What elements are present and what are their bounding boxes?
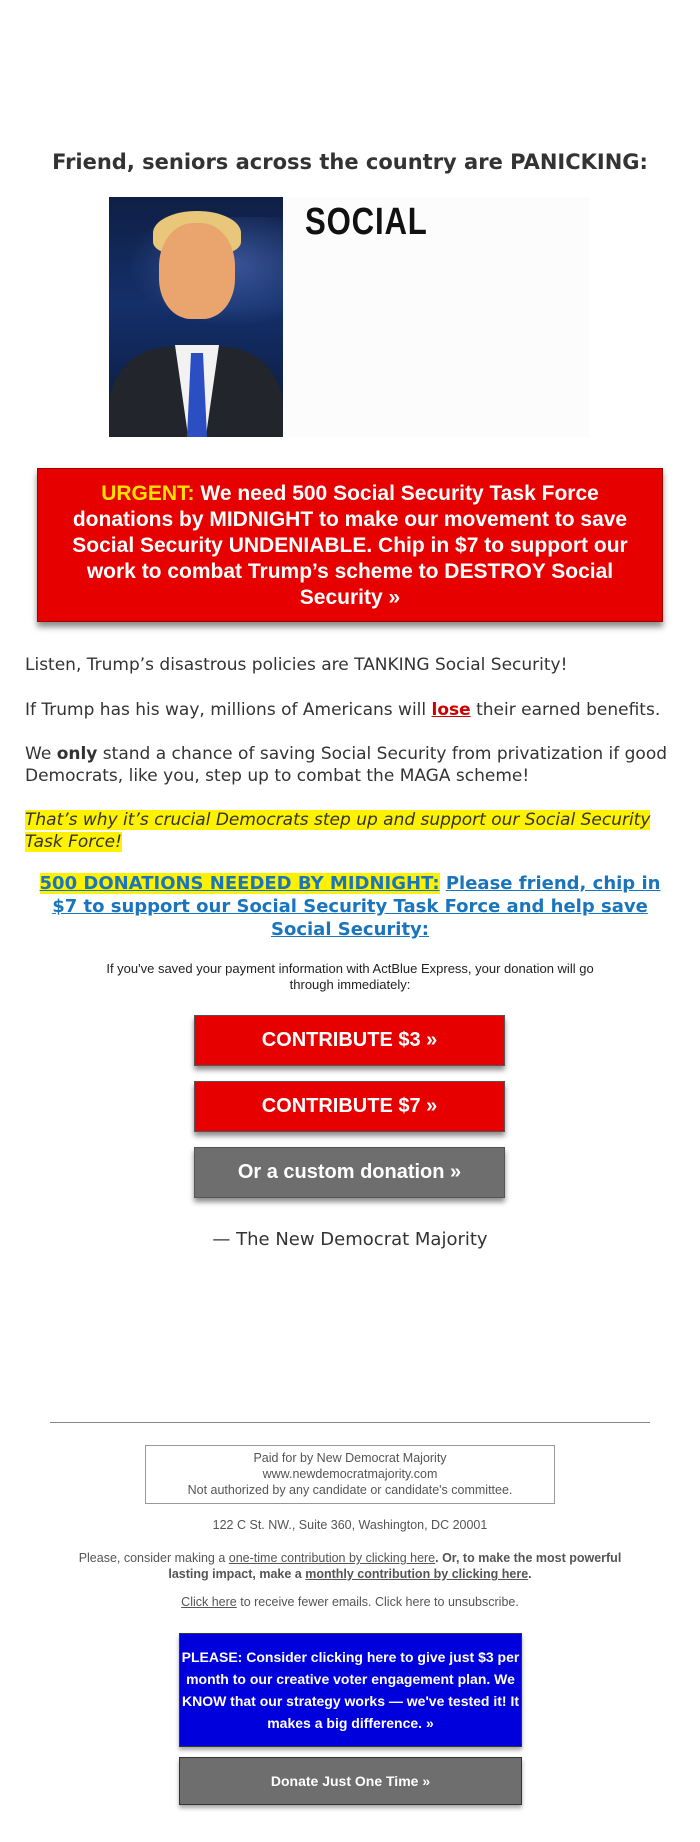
email-preferences [0, 1595, 700, 1609]
unsubscribe-text[interactable]: to receive fewer emails. Click here to unsubscribe. [240, 1595, 519, 1609]
lose-emphasis: lose [431, 700, 471, 720]
contribute-3-button[interactable]: CONTRIBUTE $3 » [194, 1015, 505, 1066]
mailing-address: 122 C St. NW., Suite 360, Washington, DC 20001 [212, 1518, 488, 1532]
monthly-contribution-link[interactable]: monthly contribution by clicking here [305, 1567, 529, 1581]
paid-for-line: Paid for by New Democrat Majority [253, 1451, 447, 1465]
urgent-text: We need 500 Social Security Task Force donations by MIDNIGHT to make our movement to save Social Security UNDENIABLE. Chip in $7 to support our work to combat Trump’s scheme to DESTROY Social Security » [72, 482, 628, 609]
consider-text-1: Please, consider making a [78, 1551, 226, 1565]
contribution-options [70, 1550, 630, 1582]
body-paragraph-2 [25, 699, 675, 721]
body-paragraph-1: Listen, Trump’s disastrous policies are TANKING Social Security! [25, 655, 568, 675]
p2-after: their earned benefits. [476, 700, 661, 720]
contribute-7-button[interactable]: CONTRIBUTE $7 » [194, 1081, 505, 1132]
p3-after: stand a chance of saving Social Security from privatization if good Democrats, like you, step up to combat the MAGA scheme! [25, 744, 668, 786]
urgent-prefix: URGENT: [101, 482, 195, 505]
only-emphasis: only [56, 744, 98, 764]
monthly-donation-button[interactable]: PLEASE: Consider clicking here to give just $3 per month to our creative voter engagement plan. We KNOW that our strategy works — we've tested it! It makes a big difference. » [179, 1633, 522, 1747]
custom-donation-button[interactable]: Or a custom donation » [194, 1147, 505, 1198]
not-authorized-line: Not authorized by any candidate or candidate's committee. [187, 1483, 513, 1497]
body-paragraph-4 [25, 809, 675, 853]
headline: Friend, seniors across the country are PANICKING: [52, 150, 648, 174]
chip-in-link[interactable]: Please friend, chip in $7 to support our Social Security Task Force and help save Social Security: [52, 873, 661, 940]
urgent-donate-banner[interactable] [37, 468, 663, 622]
consider-text-2: . Or, to make the most powerful lasting impact, make a [168, 1551, 622, 1581]
body-paragraph-3 [25, 743, 675, 787]
hero-image[interactable] [109, 197, 590, 437]
consider-text-3: . [528, 1567, 532, 1581]
p3-before: We [25, 744, 52, 764]
highlighted-statement: That’s why it’s crucial Democrats step up and support our Social Security Task Force! [25, 810, 651, 852]
signature: — The New Democrat Majority [212, 1229, 488, 1250]
donations-needed-highlight[interactable]: 500 DONATIONS NEEDED BY MIDNIGHT: [39, 873, 440, 894]
one-time-donation-button[interactable]: Donate Just One Time » [179, 1757, 522, 1805]
paid-for-disclaimer [145, 1445, 555, 1504]
actblue-express-note: If you've saved your payment information with ActBlue Express, your donation will go through immediately: [106, 961, 594, 992]
fewer-emails-link[interactable]: Click here [181, 1595, 237, 1609]
hero-word: SOCIAL [305, 201, 428, 243]
donation-callout[interactable] [25, 872, 675, 941]
candidate-photo [109, 197, 283, 437]
website-line: www.newdemocratmajority.com [262, 1467, 438, 1481]
one-time-contribution-link[interactable]: one-time contribution by clicking here [228, 1551, 436, 1565]
p2-before: If Trump has his way, millions of Americans will [25, 700, 427, 720]
footer-divider [50, 1422, 650, 1423]
